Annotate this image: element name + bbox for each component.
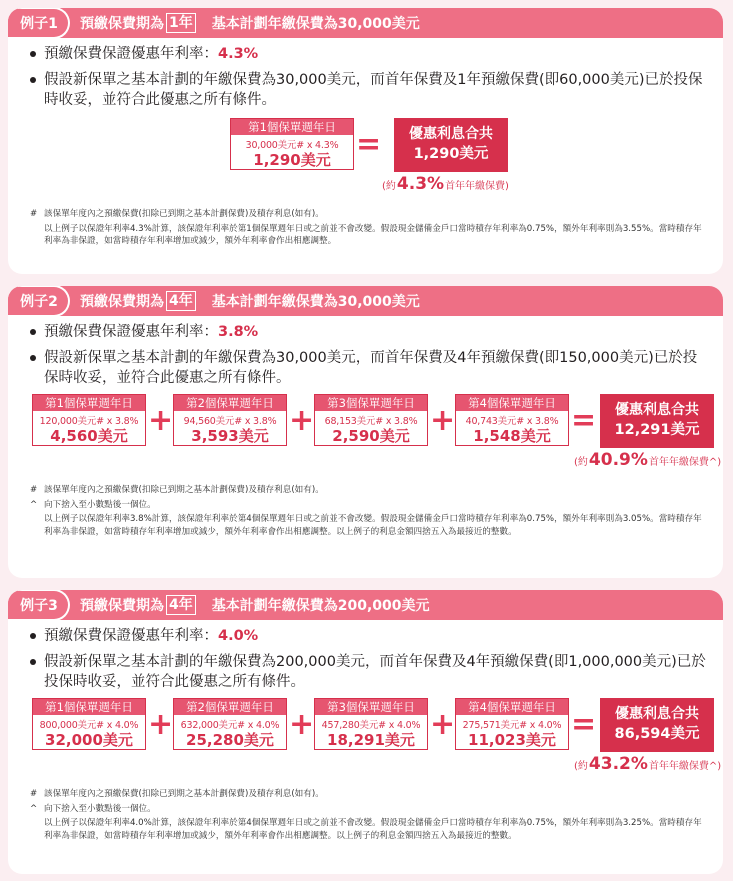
interest-amount: 1,290美元 [253, 151, 331, 169]
footnote-mark [30, 223, 44, 248]
example-label: 例子1 [8, 8, 70, 39]
interest-formula: 94,560美元# x 3.8% [183, 416, 277, 427]
annual-premium-text: 基本計劃年繳保費為200,000美元 [211, 598, 430, 614]
equals-icon: = [571, 707, 597, 742]
anniversary-header: 第3個保單週年日 [315, 699, 427, 715]
footnotes [8, 484, 723, 538]
footnote-mark [30, 817, 44, 842]
interest-calculation [8, 118, 723, 200]
footnote [30, 817, 707, 842]
footnote-text: 向下捨入至小數點後一個位。 [44, 803, 156, 814]
percentage-of-premium [574, 450, 721, 470]
approx-prefix: (約 [382, 181, 396, 192]
footnote [30, 803, 707, 816]
anniversary-header: 第1個保單週年日 [33, 395, 145, 411]
example-header [8, 286, 723, 316]
footnote [30, 208, 707, 221]
period-label: 預繳保費期為 [80, 16, 164, 32]
example-label: 例子3 [8, 590, 70, 621]
rate-label: 預繳保費保證優惠年利率： [44, 628, 218, 644]
rate-bullet [8, 322, 723, 342]
equals-icon: = [356, 127, 382, 162]
example-label: 例子2 [8, 286, 70, 317]
percentage-of-premium [382, 174, 509, 194]
annual-premium-text: 基本計劃年繳保費為30,000美元 [211, 294, 420, 310]
plus-icon: + [430, 403, 456, 438]
plus-icon: + [289, 707, 315, 742]
footnote [30, 788, 707, 801]
total-interest-box [394, 118, 508, 172]
footnotes [8, 208, 723, 248]
total-interest-label: 優惠利息合共 [409, 126, 493, 142]
footnote-mark: ^ [30, 499, 38, 510]
footnote-mark: # [30, 485, 38, 495]
footnote-text: 該保單年度內之預繳保費(扣除已到期之基本計劃保費)及積存利息(如有)。 [44, 789, 324, 799]
example-title [80, 13, 420, 33]
period-label: 預繳保費期為 [80, 294, 164, 310]
interest-formula: 800,000美元# x 4.0% [39, 720, 139, 731]
total-interest-label: 優惠利息合共 [615, 706, 699, 722]
total-interest-amount: 1,290美元 [413, 146, 489, 162]
example-header [8, 590, 723, 620]
annual-premium-text: 基本計劃年繳保費為30,000美元 [211, 16, 420, 32]
interest-amount: 11,023美元 [468, 731, 556, 749]
footnote [30, 223, 707, 248]
total-interest-box [600, 698, 714, 752]
rate-label: 預繳保費保證優惠年利率： [44, 324, 218, 340]
anniversary-header: 第4個保單週年日 [456, 699, 568, 715]
footnote-text: 該保單年度內之預繳保費(扣除已到期之基本計劃保費)及積存利息(如有)。 [44, 209, 324, 219]
example-title [80, 291, 420, 311]
assumption-bullet: 假設新保單之基本計劃的年繳保費為200,000美元，而首年保費及4年預繳保費(即1,000,000美元)已於投保時收妥，並符合此優惠之所有條件。 [8, 652, 723, 692]
period-years-box: 1年 [166, 13, 196, 33]
interest-amount: 1,548美元 [473, 427, 551, 445]
interest-calculation [8, 394, 723, 476]
rate-value: 4.0% [218, 628, 259, 644]
anniversary-box-1 [230, 118, 354, 170]
interest-formula: 120,000美元# x 3.8% [39, 416, 139, 427]
interest-amount: 18,291美元 [327, 731, 415, 749]
anniversary-header: 第3個保單週年日 [315, 395, 427, 411]
rate-value: 4.3% [218, 46, 259, 62]
rate-bullet [8, 626, 723, 646]
rate-label: 預繳保費保證優惠年利率： [44, 46, 218, 62]
rate-bullet [8, 44, 723, 64]
anniversary-header: 第2個保單週年日 [174, 395, 286, 411]
anniversary-header: 第1個保單週年日 [231, 119, 353, 135]
bullet-list [8, 44, 723, 110]
interest-amount: 25,280美元 [186, 731, 274, 749]
interest-formula: 68,153美元# x 3.8% [324, 416, 418, 427]
footnote-mark: # [30, 209, 38, 219]
footnote-text: 以上例子以保證年利率4.0%計算，該保證年利率於第4個保單週年日或之前並不會改變。假設現金儲備金戶口當時積存年利率為0.75%，額外年利率則為3.25%。當時積存年利率為非保證，如當時積存年利率增加或減少，額外年利率會作出相應調整。以上例子的利息金額四捨五入為最接近的整數。 [44, 818, 702, 841]
interest-formula: 40,743美元# x 3.8% [465, 416, 559, 427]
interest-calculation [8, 698, 723, 780]
plus-icon: + [289, 403, 315, 438]
footnote-text: 以上例子以保證年利率3.8%計算，該保證年利率於第4個保單週年日或之前並不會改變。假設現金儲備金戶口當時積存年利率為0.75%，額外年利率則為3.05%。當時積存年利率為非保證，如當時積存年利率增加或減少，額外年利率會作出相應調整。以上例子的利息金額四捨五入為最接近的整數。 [44, 514, 702, 537]
total-interest-amount: 12,291美元 [614, 422, 700, 438]
total-interest-amount: 86,594美元 [614, 726, 700, 742]
plus-icon: + [148, 707, 174, 742]
assumption-bullet: 假設新保單之基本計劃的年繳保費為30,000美元，而首年保費及1年預繳保費(即60,000美元)已於投保時收妥，並符合此優惠之所有條件。 [8, 70, 723, 110]
footnote-mark: ^ [30, 803, 38, 814]
plus-icon: + [148, 403, 174, 438]
interest-amount: 2,590美元 [332, 427, 410, 445]
bullet-list [8, 626, 723, 692]
anniversary-box-1 [32, 698, 146, 750]
rate-value: 3.8% [218, 324, 259, 340]
anniversary-box-3 [314, 698, 428, 750]
approx-suffix: 首年年繳保費^) [648, 457, 722, 468]
interest-formula: 632,000美元# x 4.0% [180, 720, 280, 731]
footnote-text: 向下捨入至小數點後一個位。 [44, 499, 156, 510]
equals-icon: = [571, 403, 597, 438]
interest-amount: 32,000美元 [45, 731, 133, 749]
example-title [80, 595, 430, 615]
approx-prefix: (約 [574, 457, 588, 468]
example-header [8, 8, 723, 38]
example-card-2 [8, 286, 723, 578]
plus-icon: + [430, 707, 456, 742]
anniversary-box-1 [32, 394, 146, 446]
approx-percentage: 43.2% [588, 754, 648, 774]
period-years-box: 4年 [166, 291, 196, 311]
anniversary-box-2 [173, 394, 287, 446]
anniversary-header: 第1個保單週年日 [33, 699, 145, 715]
assumption-bullet: 假設新保單之基本計劃的年繳保費為30,000美元，而首年保費及4年預繳保費(即150,000美元)已於投保時收妥，並符合此優惠之所有條件。 [8, 348, 723, 388]
interest-amount: 4,560美元 [50, 427, 128, 445]
approx-percentage: 40.9% [588, 450, 648, 470]
approx-prefix: (約 [574, 761, 588, 772]
anniversary-header: 第4個保單週年日 [456, 395, 568, 411]
percentage-of-premium [574, 754, 721, 774]
anniversary-box-2 [173, 698, 287, 750]
interest-formula: 30,000美元# x 4.3% [245, 140, 339, 151]
footnote-mark [30, 513, 44, 538]
total-interest-box [600, 394, 714, 448]
anniversary-box-3 [314, 394, 428, 446]
footnotes [8, 788, 723, 842]
interest-formula: 275,571美元# x 4.0% [462, 720, 562, 731]
interest-amount: 3,593美元 [191, 427, 269, 445]
approx-percentage: 4.3% [396, 174, 445, 194]
interest-formula: 457,280美元# x 4.0% [321, 720, 421, 731]
approx-suffix: 首年年繳保費^) [648, 761, 722, 772]
period-years-box: 4年 [166, 595, 196, 615]
footnote [30, 513, 707, 538]
footnote [30, 484, 707, 497]
footnote-mark: # [30, 789, 38, 799]
total-interest-label: 優惠利息合共 [615, 402, 699, 418]
footnote-text: 該保單年度內之預繳保費(扣除已到期之基本計劃保費)及積存利息(如有)。 [44, 485, 324, 495]
anniversary-box-4 [455, 698, 569, 750]
footnote [30, 499, 707, 512]
example-card-1 [8, 8, 723, 274]
approx-suffix: 首年年繳保費) [445, 181, 509, 192]
example-card-3 [8, 590, 723, 874]
footnote-text: 以上例子以保證年利率4.3%計算，該保證年利率於第1個保單週年日或之前並不會改變。假設現金儲備金戶口當時積存年利率為0.75%，額外年利率則為3.55%。當時積存年利率為非保證，如當時積存年利率增加或減少，額外年利率會作出相應調整。 [44, 223, 702, 246]
bullet-list [8, 322, 723, 388]
anniversary-header: 第2個保單週年日 [174, 699, 286, 715]
anniversary-box-4 [455, 394, 569, 446]
period-label: 預繳保費期為 [80, 598, 164, 614]
